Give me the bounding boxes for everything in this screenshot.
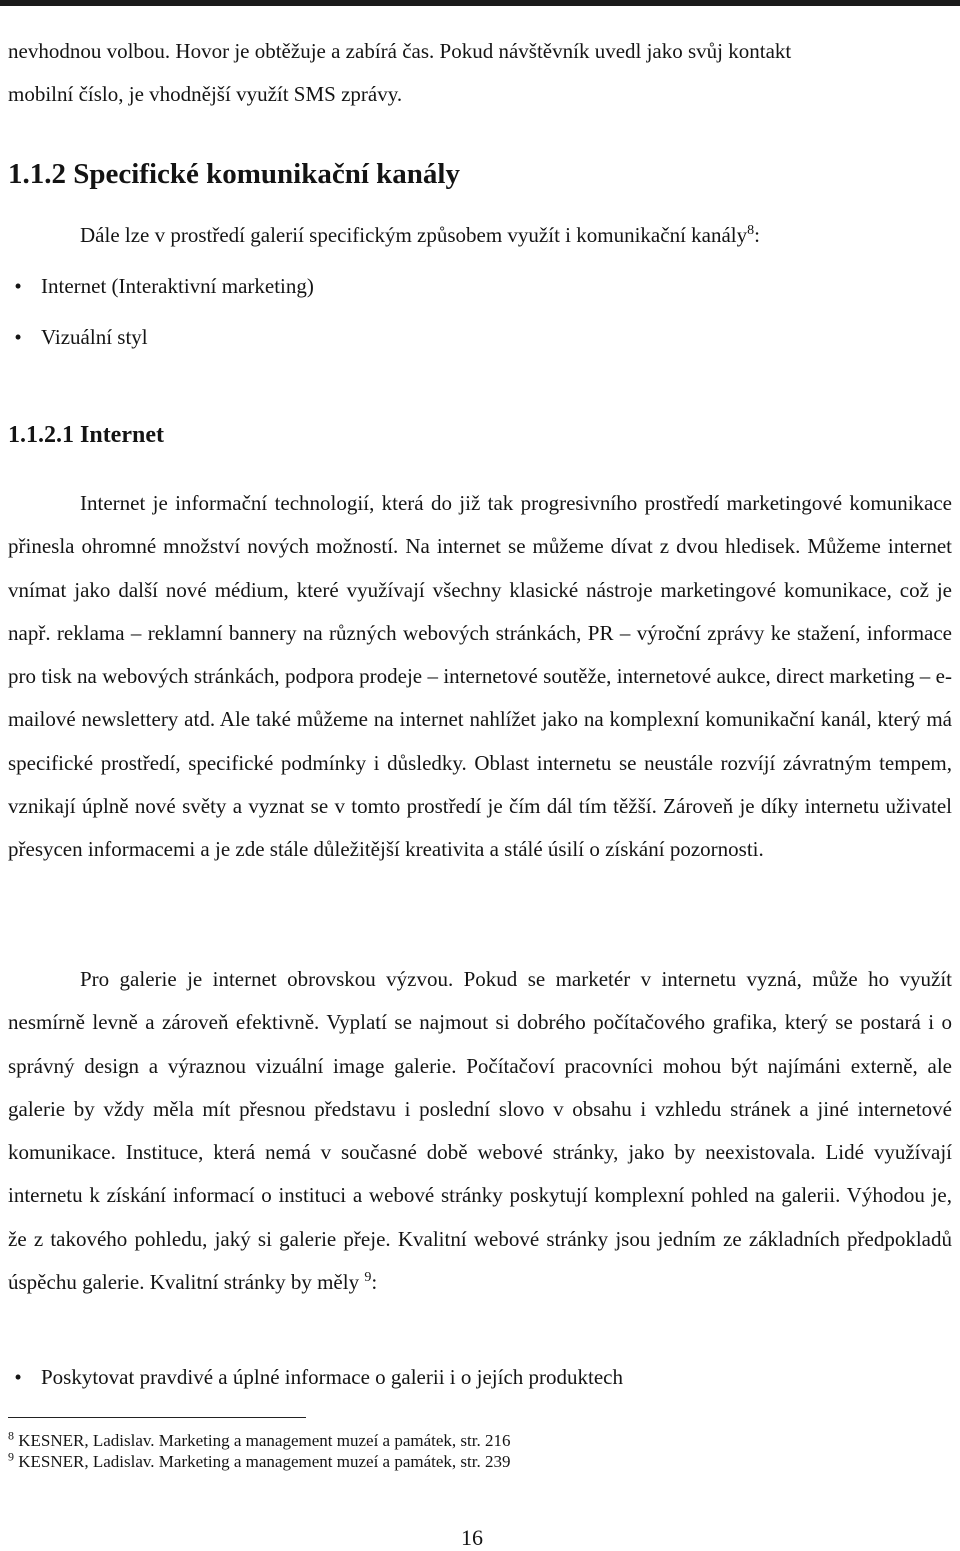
bullet-text: Vizuální styl [41, 325, 148, 349]
bullet-dot-icon: • [14, 274, 22, 298]
section-lead-colon: : [754, 223, 760, 247]
footnote-text: KESNER, Ladislav. Marketing a management muzeí a památek, str. 239 [18, 1452, 511, 1471]
paragraph-2 [8, 958, 952, 1304]
intro-line-2: mobilní číslo, je vhodnější využít SMS zprávy. [8, 82, 403, 107]
footnote-8 [8, 1428, 511, 1451]
footnote-ref-9: 9 [364, 1270, 372, 1286]
footnote-number: 8 [8, 1428, 14, 1443]
bullet-text: Internet (Interaktivní marketing) [41, 274, 314, 298]
paragraph-2-text: Pro galerie je internet obrovskou výzvou. Pokud se marketér v internetu vyzná, může ho využít nesmírně levně a zároveň efektivně. Vyplatí se najmout si dobrého počítačového grafika, který se postará i o správný design a výraznou vizuální image galerie. Počítačoví pracovníci mohou být najímáni externě, ale galerie by vždy měla mít přesnou představu i poslední slovo v obsahu i vzhledu stránek a jiné internetové komunikace. Instituce, která nemá v současné době webové stránky, jako by neexistovala. Lidé využívají internetu k získání informací o instituci a webové stránky poskytují komplexní pohled na galerii. Výhodou je, že z takového pohledu, jaký si galerie přeje. Kvalitní webové stránky jsou jedním ze základních předpokladů úspěchu galerie. Kvalitní stránky by měly [8, 967, 952, 1295]
paragraph-1-text: Internet je informační technologií, která do již tak progresivního prostředí marketingové komunikace přinesla ohromné množství nových možností. Na internet se můžeme dívat z dvou hledisek. Můžeme internet vnímat jako další nové médium, které využívají všechny klasické nástroje marketingové komunikace, což je např. reklama – reklamní bannery na různých webových stránkách, PR – výroční zprávy ke stažení, informace pro tisk na webových stránkách, podpora prodeje – internetové soutěže, internetové aukce, direct marketing – e-mailové newslettery atd. Ale také můžeme na internet nahlížet jako na komplexní komunikační kanál, který má specifické prostředí, specifické podmínky i důsledky. Oblast internetu se neustále rozvíjí závratným tempem, vznikají úplně nové světy a vyznat se v tomto prostředí je čím dál tím těžší. Zároveň je díky internetu uživatel přesycen informacemi a je zde stále důležitější kreativita a stálé úsilí o získání pozornosti. [8, 491, 952, 862]
page-number: 16 [461, 1525, 483, 1550]
footnote-number: 9 [8, 1449, 14, 1464]
intro-paragraph [8, 30, 952, 117]
internet-paragraph-1 [8, 482, 952, 872]
subsection-heading: 1.1.2.1 Internet [8, 422, 164, 448]
footnote-9 [8, 1449, 511, 1472]
intro-line-1: nevhodnou volbou. Hovor je obtěžuje a zabírá čas. Pokud návštěvník uvedl jako svůj kontakt [8, 39, 792, 63]
footnote-separator [8, 1417, 306, 1418]
section-lead-text: Dále lze v prostředí galerií specifickým způsobem využít i komunikační kanály [80, 223, 748, 247]
bullet-dot-icon: • [14, 1365, 22, 1389]
footnote-text: KESNER, Ladislav. Marketing a management muzeí a památek, str. 216 [18, 1431, 511, 1450]
paragraph-2-colon: : [371, 1270, 378, 1295]
top-rule [0, 0, 960, 6]
footnote-ref-8: 8 [747, 223, 755, 238]
section-lead [80, 220, 960, 250]
bullet-dot-icon: • [14, 325, 22, 349]
bullet-text: Poskytovat pravdivé a úplné informace o galerii i o jejích produktech [41, 1365, 623, 1389]
internet-paragraph-2 [8, 958, 952, 1304]
section-heading: 1.1.2 Specifické komunikační kanály [8, 158, 460, 190]
